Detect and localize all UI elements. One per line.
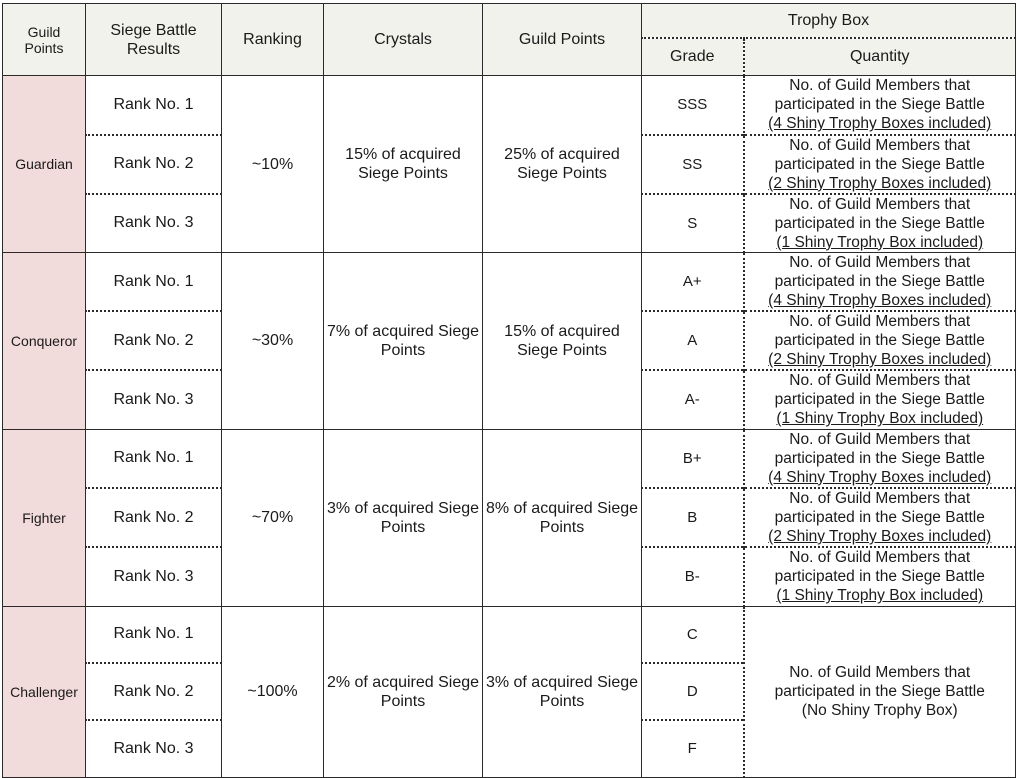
quantity-cell (744, 488, 1016, 547)
text-line: participated in the Siege Battle (774, 332, 985, 349)
header-guild-points-reward: Guild Points (483, 4, 642, 76)
text-line: No. of Guild Members that (789, 372, 971, 390)
quantity-cell (744, 311, 1016, 370)
rank-cell: Rank No. 3 (86, 370, 222, 429)
text-line: (1 Shiny Trophy Box included) (776, 587, 984, 605)
text-line: (2 Shiny Trophy Boxes included) (768, 528, 992, 545)
rewards-body (3, 76, 1016, 778)
text-line: Siege Points (517, 165, 607, 182)
grade-cell: SS (642, 135, 744, 194)
header-siege-results-line2: Results (126, 40, 181, 58)
crystals-cell (324, 429, 483, 606)
text-line: Points (380, 692, 426, 710)
grade-cell: D (642, 663, 744, 720)
text-line: 15% of acquired (345, 146, 461, 163)
text-line: 2% of acquired Siege (326, 673, 480, 691)
ranking-cell: ~100% (222, 606, 324, 777)
tier-name: Fighter (3, 429, 86, 606)
text-line: 15% of acquired (504, 322, 620, 340)
text-line: No. of Guild Members that (789, 77, 971, 95)
text-line: No. of Guild Members that (789, 136, 971, 154)
text-line: participated in the Siege Battle (774, 391, 985, 409)
text-line: Points (539, 518, 585, 536)
text-line: 8% of acquired Siege (485, 499, 639, 517)
grade-cell: B+ (642, 429, 744, 488)
header-siege-results-line1: Siege Battle (110, 21, 197, 39)
siege-rewards-table (2, 3, 1016, 778)
text-line: (4 Shiny Trophy Boxes included) (768, 115, 992, 133)
text-line: (1 Shiny Trophy Box included) (776, 410, 984, 428)
text-line: (4 Shiny Trophy Boxes included) (768, 468, 992, 486)
grade-cell: F (642, 720, 744, 777)
tier-name: Challenger (3, 606, 86, 777)
rank-cell: Rank No. 1 (86, 76, 222, 135)
text-line: participated in the Siege Battle (774, 683, 985, 700)
text-line: (1 Shiny Trophy Box included) (776, 233, 984, 251)
quantity-cell (744, 253, 1016, 312)
rank-cell: Rank No. 1 (86, 606, 222, 663)
grade-cell: A (642, 311, 744, 370)
ranking-cell: ~70% (222, 429, 324, 606)
header-grade: Grade (642, 38, 744, 76)
rank-cell: Rank No. 3 (86, 194, 222, 253)
text-line: No. of Guild Members that (789, 313, 971, 330)
text-line: 25% of acquired (504, 146, 620, 163)
header-guild-points (3, 4, 86, 76)
text-line: participated in the Siege Battle (774, 509, 985, 526)
text-line: participated in the Siege Battle (774, 273, 985, 290)
text-line: No. of Guild Members that (789, 664, 971, 681)
header-guild-points-line1: Guild (27, 23, 61, 40)
text-line: (No Shiny Trophy Box) (801, 702, 958, 719)
rank-cell: Rank No. 2 (86, 135, 222, 194)
text-line: participated in the Siege Battle (774, 214, 985, 232)
rank-cell: Rank No. 2 (86, 311, 222, 370)
text-line: (2 Shiny Trophy Boxes included) (768, 174, 992, 192)
rank-cell: Rank No. 1 (86, 429, 222, 488)
grade-cell: A+ (642, 253, 744, 312)
quantity-cell (744, 606, 1016, 777)
rank-cell: Rank No. 2 (86, 663, 222, 720)
tier-name: Guardian (3, 76, 86, 253)
header-siege-results (86, 4, 222, 76)
guild-points-cell (483, 253, 642, 430)
text-line: (4 Shiny Trophy Boxes included) (768, 292, 992, 309)
text-line: 7% of acquired Siege (326, 322, 480, 340)
header-crystals: Crystals (324, 4, 483, 76)
grade-cell: SSS (642, 76, 744, 135)
ranking-cell: ~30% (222, 253, 324, 430)
text-line: No. of Guild Members that (789, 490, 971, 507)
grade-cell: S (642, 194, 744, 253)
grade-cell: B- (642, 547, 744, 606)
crystals-cell (324, 253, 483, 430)
text-line: Points (539, 692, 585, 710)
text-line: participated in the Siege Battle (774, 568, 985, 586)
quantity-cell (744, 135, 1016, 194)
quantity-cell (744, 429, 1016, 488)
guild-points-cell (483, 606, 642, 777)
quantity-cell (744, 370, 1016, 429)
table-row (3, 253, 1016, 312)
quantity-cell (744, 194, 1016, 253)
header-ranking: Ranking (222, 4, 324, 76)
text-line: (2 Shiny Trophy Boxes included) (768, 351, 992, 368)
quantity-cell (744, 76, 1016, 135)
text-line: 3% of acquired Siege (326, 499, 480, 517)
text-line: participated in the Siege Battle (774, 449, 985, 467)
rank-cell: Rank No. 3 (86, 720, 222, 777)
text-line: participated in the Siege Battle (774, 96, 985, 114)
text-line: No. of Guild Members that (789, 195, 971, 213)
rank-cell: Rank No. 3 (86, 547, 222, 606)
text-line: 3% of acquired Siege (485, 673, 639, 691)
grade-cell: B (642, 488, 744, 547)
header-trophy-box: Trophy Box (642, 4, 1016, 38)
guild-points-cell (483, 429, 642, 606)
crystals-cell (324, 76, 483, 253)
text-line: No. of Guild Members that (789, 254, 971, 271)
header-quantity: Quantity (744, 38, 1016, 76)
table-row (3, 606, 1016, 663)
header-guild-points-line2: Points (24, 39, 64, 56)
text-line: Points (380, 341, 426, 359)
text-line: participated in the Siege Battle (774, 155, 985, 173)
text-line: Siege Points (358, 165, 448, 182)
text-line: No. of Guild Members that (789, 430, 971, 448)
tier-name: Conqueror (3, 253, 86, 430)
text-line: No. of Guild Members that (789, 549, 971, 567)
guild-points-cell (483, 76, 642, 253)
ranking-cell: ~10% (222, 76, 324, 253)
grade-cell: A- (642, 370, 744, 429)
rank-cell: Rank No. 2 (86, 488, 222, 547)
text-line: Siege Points (517, 341, 607, 359)
table-row (3, 76, 1016, 135)
text-line: Points (380, 518, 426, 536)
quantity-cell (744, 547, 1016, 606)
table-row (3, 429, 1016, 488)
grade-cell: C (642, 606, 744, 663)
rank-cell: Rank No. 1 (86, 253, 222, 312)
crystals-cell (324, 606, 483, 777)
